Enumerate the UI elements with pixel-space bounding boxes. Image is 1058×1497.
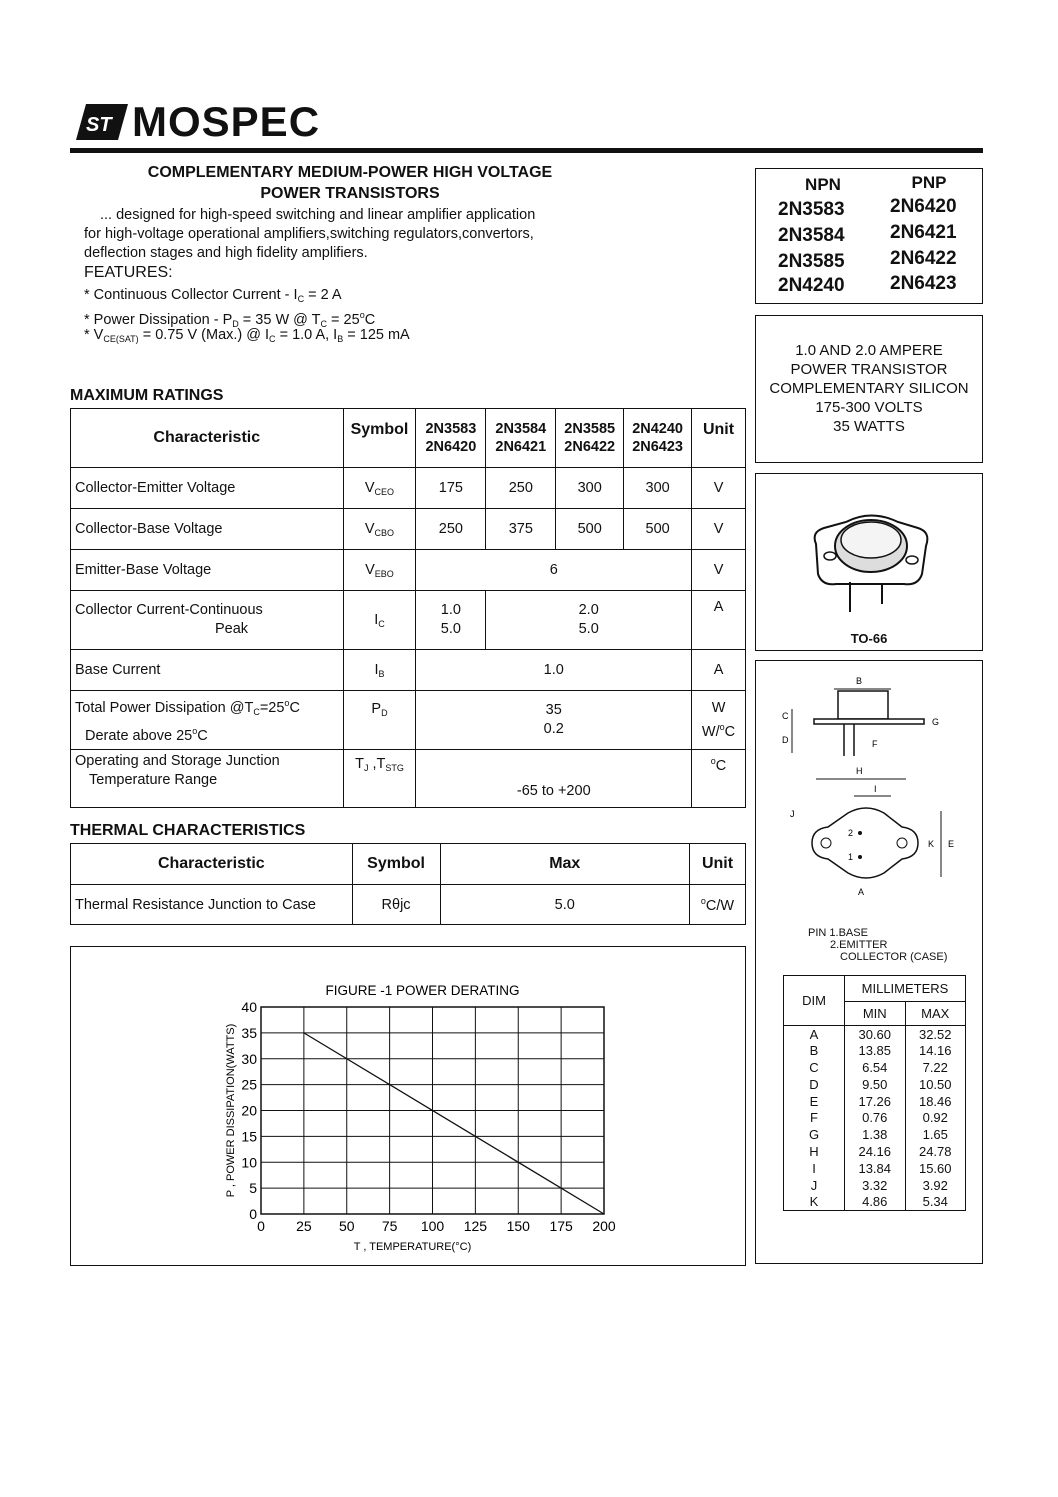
npn-part: 2N3584 — [778, 225, 845, 246]
row-name: Collector-Emitter Voltage — [71, 468, 344, 509]
y-axis-label: P , POWER DISSIPATION(WATTS) — [225, 1023, 237, 1198]
svg-text:G: G — [932, 717, 940, 727]
dim-dim-cell: B — [784, 1042, 845, 1059]
feature-item-vce-sat: * $V_{CE(SAT)} = 0.75$ V (Max.) @ $I_C = 1.0$ A, $I_B = 125$ mA — [84, 327, 410, 344]
table-row — [71, 691, 746, 750]
table-row — [71, 650, 746, 691]
part-column-header: 2N3584 2N6421 — [486, 409, 556, 468]
brand-name: MOSPEC — [132, 98, 321, 145]
dim-min-cell: 13.84 — [845, 1160, 906, 1177]
y-tick-label: 0 — [249, 1206, 257, 1222]
cell-unit: V — [692, 509, 746, 550]
summary-line: 175-300 VOLTS — [815, 399, 923, 416]
svg-text:1: 1 — [848, 852, 854, 862]
pin-info-line: 2.EMITTER — [830, 939, 888, 951]
package-name: TO-66 — [850, 631, 888, 646]
dim-dim-cell: J — [784, 1177, 845, 1194]
pnp-part: 2N6420 — [890, 196, 957, 217]
cell-value: 5.0 — [440, 885, 690, 925]
y-tick-label: 30 — [241, 1050, 257, 1067]
dim-dim-cell: G — [784, 1126, 845, 1143]
chart-title: FIGURE -1 POWER DERATING — [325, 983, 520, 998]
cell-value: 1.0 — [416, 650, 692, 691]
characteristic-header: Characteristic — [71, 409, 344, 468]
summary-line: POWER TRANSISTOR — [790, 361, 948, 378]
npn-part: 2N3583 — [778, 199, 845, 220]
row-symbol: $I_C$ — [343, 591, 416, 650]
symbol-header: Symbol — [343, 409, 416, 468]
x-axis-label: T , TEMPERATURE(°C) — [353, 1241, 472, 1253]
cell-value: 250 — [416, 509, 486, 550]
millimeters-header: MILLIMETERS — [845, 976, 966, 1002]
header-divider — [70, 148, 983, 153]
dim-max-cell: 7.22 — [905, 1059, 966, 1076]
package-outline-drawing — [756, 661, 982, 931]
table-row — [71, 468, 746, 509]
cell-unit: A — [692, 650, 746, 691]
y-tick-label: 15 — [241, 1128, 257, 1145]
table-row — [784, 1042, 966, 1059]
doc-title-line1: COMPLEMENTARY MEDIUM-POWER HIGH VOLTAGE — [147, 164, 553, 181]
logo-text: ST — [86, 114, 112, 136]
cell-value: 500 — [624, 509, 692, 550]
symbol-header: Symbol — [352, 844, 440, 885]
table-row — [784, 1193, 966, 1210]
svg-text:K: K — [928, 839, 935, 849]
table-row — [784, 1126, 966, 1143]
summary-line: 35 WATTS — [833, 418, 905, 435]
dim-max-cell: 18.46 — [905, 1093, 966, 1110]
svg-text:E: E — [948, 839, 955, 849]
dimensions-panel — [755, 660, 983, 1264]
cell-value: 375 — [486, 509, 556, 550]
dim-dim-cell: I — [784, 1160, 845, 1177]
dim-dim-cell: A — [784, 1026, 845, 1043]
x-tick-label: 200 — [592, 1218, 616, 1234]
row-name: Total Power Dissipation $@T_C=25^oC$ Derate above 25$^o$C — [71, 691, 344, 750]
npn-part: 2N4240 — [778, 275, 845, 296]
pnp-label: PNP — [911, 173, 947, 192]
dim-min-cell: 30.60 — [845, 1026, 906, 1043]
svg-text:A: A — [858, 887, 865, 897]
summary-panel — [755, 315, 983, 463]
pin-info — [808, 927, 947, 963]
cell-value: 300 — [556, 468, 624, 509]
pnp-part: 2N6423 — [890, 273, 957, 294]
cell-value: 6 — [416, 550, 692, 591]
svg-text:C: C — [782, 711, 789, 721]
dim-dim-cell: C — [784, 1059, 845, 1076]
x-tick-label: 75 — [381, 1218, 398, 1234]
mospec-logo-icon — [76, 104, 128, 140]
part-column-header: 2N4240 2N6423 — [624, 409, 692, 468]
table-row — [71, 509, 746, 550]
dim-min-cell: 0.76 — [845, 1109, 906, 1126]
npn-label: NPN — [805, 175, 841, 194]
cell-value: 35 0.2 — [416, 691, 692, 750]
svg-text:2: 2 — [848, 828, 854, 838]
svg-text:F: F — [872, 739, 878, 749]
dim-max-cell: 10.50 — [905, 1076, 966, 1093]
npn-part: 2N3585 — [778, 251, 845, 272]
cell-value: 500 — [556, 509, 624, 550]
x-tick-label: 25 — [296, 1218, 312, 1234]
row-name: Collector-Base Voltage — [71, 509, 344, 550]
x-tick-label: 0 — [257, 1218, 265, 1234]
max-header: Max — [440, 844, 690, 885]
power-derating-chart — [71, 947, 745, 1265]
cell-value: -65 to +200 — [416, 750, 692, 808]
table-row — [71, 750, 746, 808]
dim-min-cell: 4.86 — [845, 1193, 906, 1210]
table-row — [71, 591, 746, 650]
dim-dim-cell: E — [784, 1093, 845, 1110]
table-row — [784, 1177, 966, 1194]
row-symbol: $P_D$ — [343, 691, 416, 750]
dim-header: DIM — [784, 976, 845, 1026]
max-ratings-title: MAXIMUM RATINGS — [70, 387, 224, 404]
package-panel — [755, 473, 983, 651]
row-name: Emitter-Base Voltage — [71, 550, 344, 591]
y-tick-label: 5 — [249, 1180, 257, 1197]
dimensions-table — [783, 975, 966, 1211]
summary-line: 1.0 AND 2.0 AMPERE — [795, 342, 943, 359]
dim-min-cell: 6.54 — [845, 1059, 906, 1076]
row-symbol: Rθjc — [352, 885, 440, 925]
cell-value: 1.0 5.0 — [416, 591, 486, 650]
description-line1: ... designed for high-speed switching and linear amplifier application — [100, 207, 536, 223]
dim-max-cell: 0.92 — [905, 1109, 966, 1126]
cell-unit: W W/$^o$C — [692, 691, 746, 750]
row-symbol: $I_B$ — [343, 650, 416, 691]
max-header: MAX — [905, 1002, 966, 1026]
thermal-title: THERMAL CHARACTERISTICS — [70, 822, 306, 839]
table-row — [71, 885, 746, 925]
svg-text:J: J — [790, 809, 795, 819]
pin-info-line: COLLECTOR (CASE) — [840, 951, 948, 963]
dim-min-cell: 3.32 — [845, 1177, 906, 1194]
derating-line — [304, 1033, 604, 1214]
dim-dim-cell: D — [784, 1076, 845, 1093]
cell-value: 175 — [416, 468, 486, 509]
feature-item-power-dissipation: * Power Dissipation - $P_D = 35$ W @ $T_C = 25^oC$ — [84, 310, 376, 329]
x-tick-label: 175 — [549, 1218, 573, 1234]
dim-dim-cell: F — [784, 1109, 845, 1126]
row-name: Collector Current-Continuous Peak — [71, 591, 344, 650]
svg-text:I: I — [874, 784, 877, 794]
dim-max-cell: 15.60 — [905, 1160, 966, 1177]
dim-max-cell: 32.52 — [905, 1026, 966, 1043]
svg-text:H: H — [856, 766, 863, 776]
features-heading: FEATURES: — [84, 264, 173, 281]
cell-unit: A — [692, 591, 746, 650]
y-tick-label: 40 — [241, 999, 257, 1015]
dim-max-cell: 24.78 — [905, 1143, 966, 1160]
dim-dim-cell: K — [784, 1193, 845, 1210]
unit-header: Unit — [690, 844, 746, 885]
table-row — [784, 1059, 966, 1076]
summary-line: COMPLEMENTARY SILICON — [769, 380, 969, 397]
x-tick-label: 150 — [506, 1218, 530, 1234]
part-column-header: 2N3583 2N6420 — [416, 409, 486, 468]
dim-max-cell: 3.92 — [905, 1177, 966, 1194]
part-number-panel — [755, 168, 983, 304]
dim-min-cell: 24.16 — [845, 1143, 906, 1160]
x-tick-label: 50 — [338, 1218, 355, 1234]
y-tick-label: 25 — [241, 1076, 257, 1093]
cell-value: 300 — [624, 468, 692, 509]
row-name: Operating and Storage Junction Temperature Range — [71, 750, 344, 808]
table-row — [71, 550, 746, 591]
x-tick-label: 125 — [463, 1218, 488, 1234]
row-symbol: $V_{EBO}$ — [343, 550, 416, 591]
dim-min-cell: 13.85 — [845, 1042, 906, 1059]
row-name: Base Current — [71, 650, 344, 691]
svg-text:B: B — [856, 676, 863, 686]
cell-unit: $^o$C/W — [690, 885, 746, 925]
pnp-part: 2N6421 — [890, 222, 957, 243]
thermal-table — [70, 843, 746, 925]
power-derating-figure — [70, 946, 746, 1266]
table-row — [784, 1093, 966, 1110]
unit-header: Unit — [692, 409, 746, 468]
table-row — [784, 1143, 966, 1160]
cell-value: 2.0 5.0 — [486, 591, 692, 650]
dim-max-cell: 14.16 — [905, 1042, 966, 1059]
cell-unit: V — [692, 550, 746, 591]
row-name: Thermal Resistance Junction to Case — [71, 885, 353, 925]
cell-unit: $^o$C — [692, 750, 746, 808]
table-row — [784, 1026, 966, 1043]
y-tick-label: 35 — [241, 1024, 257, 1041]
max-ratings-table — [70, 408, 746, 808]
dim-min-cell: 17.26 — [845, 1093, 906, 1110]
cell-unit: V — [692, 468, 746, 509]
dim-max-cell: 1.65 — [905, 1126, 966, 1143]
svg-text:D: D — [782, 735, 789, 745]
pin-info-line: PIN 1.BASE — [808, 927, 868, 939]
cell-value: 250 — [486, 468, 556, 509]
pnp-part: 2N6422 — [890, 248, 957, 269]
description-line3: deflection stages and high fidelity amplifiers. — [84, 245, 368, 261]
table-row — [784, 1109, 966, 1126]
part-column-header: 2N3585 2N6422 — [556, 409, 624, 468]
characteristic-header: Characteristic — [71, 844, 353, 885]
feature-item-collector-current: * Continuous Collector Current - $I_C = 2$ A — [84, 287, 342, 304]
min-header: MIN — [845, 1002, 906, 1026]
dim-min-cell: 1.38 — [845, 1126, 906, 1143]
to66-package-icon — [806, 504, 936, 614]
dim-dim-cell: H — [784, 1143, 845, 1160]
x-tick-label: 100 — [420, 1218, 445, 1234]
table-row — [784, 1160, 966, 1177]
y-tick-label: 20 — [241, 1102, 257, 1119]
description-line2: for high-voltage operational amplifiers,switching regulators,convertors, — [84, 226, 534, 242]
doc-title-line2: POWER TRANSISTORS — [260, 185, 440, 202]
row-symbol: $V_{CEO}$ — [343, 468, 416, 509]
y-tick-label: 10 — [241, 1154, 257, 1171]
dim-min-cell: 9.50 — [845, 1076, 906, 1093]
table-row — [784, 1076, 966, 1093]
row-symbol: $T_J$ $,T_{STG}$ — [343, 750, 416, 808]
dim-max-cell: 5.34 — [905, 1193, 966, 1210]
row-symbol: $V_{CBO}$ — [343, 509, 416, 550]
